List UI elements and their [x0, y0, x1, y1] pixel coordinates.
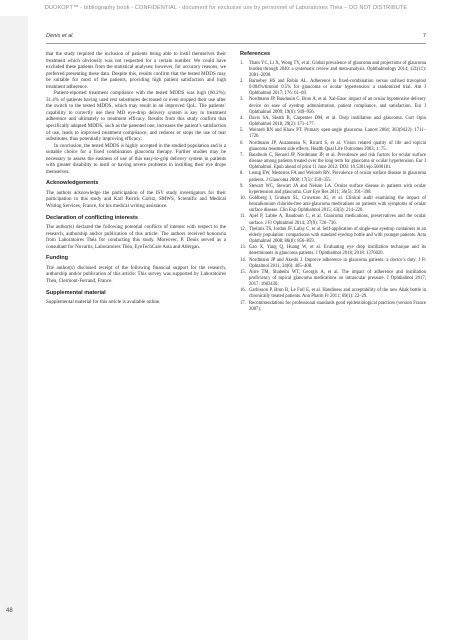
reference-number: 16. [240, 288, 246, 294]
acknowledgements-text: The authors acknowledge the participation of the ISY study investigators for their participation in this study and Karl Patrick Goritz, SMWS, Scientific and Medical Writing Services, France, for his medical writing assistance. [46, 189, 226, 210]
book-page-number: 48 [6, 608, 13, 614]
reference-item [240, 97, 426, 115]
page-margin-strip [0, 16, 28, 640]
references-heading: References [240, 51, 271, 57]
reference-number: 4. [240, 115, 244, 121]
reference-list [240, 61, 426, 313]
reference-item [240, 301, 426, 313]
reference-item [240, 128, 426, 140]
reference-item [240, 79, 426, 97]
reference-item [240, 196, 426, 214]
reference-number: 7. [240, 152, 244, 158]
running-head [46, 33, 426, 39]
reference-text: Goldberg I, Graham SL, Crowston JG, et al. Clinical audit examining the impact of benzalkonium chloride-free anti-glaucoma medications on patients with symptoms of ocular surface disease. Clin Exp Ophthalmol 2015; 43(3): 214–220. [249, 195, 426, 214]
reference-number: 12. [240, 226, 246, 232]
reference-item [240, 227, 426, 245]
header-rule [46, 43, 426, 44]
reference-number: 8. [240, 171, 244, 177]
running-head-page-number: 7 [422, 33, 426, 39]
reference-item [240, 61, 426, 79]
reference-number: 9. [240, 183, 244, 189]
reference-text: Barnebey HS and Robin AL. Adherence to fixed-combination versus unfixed travoprost 0.004%/timolol 0.5% for glaucoma or ocular hypertension: a randomized trial. Am J Ophthalmol 2017; 176: 61–69. [249, 79, 426, 97]
reference-text: Tham YC, Li X, Wong TY, et al. Global prevalence of glaucoma and projections of glaucoma burden through 2040: a systematic review and meta-analysis. Ophthalmology 2014; 121(11): 2081–2090. [249, 60, 426, 78]
reference-item [240, 245, 426, 257]
reference-text: Apel P, Labbe A, Baudouin C, et al. Glaucoma medications, preservatives and the ocular surface. J Fr Ophtalmol 2014; 37(9): 726–736. [249, 214, 426, 226]
reference-number: 3. [240, 97, 244, 103]
reference-text: Weinreb RN and Khaw PT. Primary open-angle glaucoma. Lancet 2004; 363(9422): 1711–1720. [249, 128, 426, 140]
funding-text: The author(s) disclosed receipt of the following financial support for the research, authorship and/or publication of this article: This survey was supported by Laboratoires Théa, Clermont-Ferrand, France. [46, 264, 226, 284]
reference-number: 1. [240, 60, 244, 66]
running-head-author: Denis et al. [46, 33, 74, 39]
reference-text: Nordmann JP, Baudouin C, Bron A, et al. Xal-Ease: impact of an ocular hypotensive delivery device on ease of eyedrop administration, patient compliance, and satisfaction. Eur J Ophthalmol 2009; 19(6): 949–956. [249, 97, 426, 115]
reference-text: Nordmann JP, Auzanneau N, Ricard S, et al. Vision related quality of life and topical glaucoma treatment side effects. Health Qual Life Outcomes 2003; 1: 75. [249, 140, 426, 152]
reference-number: 5. [240, 128, 244, 134]
reference-number: 14. [240, 257, 246, 263]
confidentiality-banner: DUOKOPT™ - bibliography book - CONFIDENTIAL - document for exclusive use by personnel of Laboratoires Théa – DO NOT DISTRIBUTE [44, 5, 408, 11]
reference-text: Gao X, Yang Q, Huang W, et al. Evaluating eye drop instillation technique and its determinants in glaucoma patients. J Ophthalmol 2018; 2018: 1376020. [249, 245, 426, 257]
reference-text: Aitre TM, Shabeibi WT, Georgis A, et al. The impact of adherence and instillation proficiency of topical glaucoma medications on intraocular pressure. J Ophthalmol 2017; 2017: 1683430. [249, 269, 426, 288]
reference-item [240, 141, 426, 153]
reference-item [240, 116, 426, 128]
reference-text: Davis SA, Sleath B, Carpenter DM, et al. Drop instillation and glaucoma. Curr Opin Ophthalmol 2018; 29(2): 171–177. [249, 115, 426, 128]
reference-number: 17. [240, 300, 246, 306]
reference-number: 6. [240, 140, 244, 146]
funding-heading: Funding [46, 255, 69, 262]
reference-text: Recommendations for professional standards good epidemiological practices (version France 2007). [249, 300, 426, 312]
discussion-paragraph: Patient-reported treatment compliance with the tested MDDS was high (60.2%); 31.4% of patients having used test substitutes decreased or even stopped their use after the switch to the tested MDDS, which may result in an improved QoL. The patients’ capability to correctly use their MD eye-drop delivery system is key to treatment adherence and ultimately to treatment efficacy. Results from this study confirm that specifically adapted MDDS, such as the patented one, increases the patient’s satisfaction of use, leads to improved treatment compliance, and reduces or stops the use of tear substitutes, thus potentially improving efficacy. [46, 90, 226, 143]
conflict-of-interest-heading: Declaration of conflicting interests [46, 214, 139, 221]
supplemental-material-heading: Supplemental material [46, 289, 106, 296]
reference-item [240, 214, 426, 226]
supplemental-material-text: Supplemental material for this article is available online. [46, 299, 161, 306]
reference-text: Baudouin C, Renard JP, Nordmann JP, et al. Prevalence and risk factors for ocular surface disease among patients treated over the long term for glaucoma or ocular hypertension. Eur J Ophthalmol. Epub ahead of print 11 June 2012. DOI: 10.5301/ejo.5000181. [249, 152, 426, 171]
conflict-of-interest-text: The author(s) declared the following potential conflicts of interest with respect to the research, authorship and/or publication of this article: The authors received honoraria from Laboratoires Théa for conducting this study. Moreover, P. Denis served as a consultant for Novartis, Laboratoires Théa, EyeTechCare Asta and Allergan. [46, 224, 226, 250]
acknowledgements-heading: Acknowledgements [46, 180, 99, 187]
reference-item [240, 184, 426, 196]
reference-number: 10. [240, 195, 246, 201]
reference-item [240, 258, 426, 270]
reference-text: Leung EW, Medeiros FA and Weinreb RN. Prevalence of ocular surface disease in glaucoma patients. J Glaucoma 2008; 17(5): 350–355. [249, 171, 426, 183]
reference-number: 11. [240, 214, 246, 220]
reference-item [240, 153, 426, 171]
reference-text: Stewart WC, Stewart JA and Nelson LA. Ocular surface disease in patients with ocular hypertension and glaucoma. Curr Eye Res 2011; 36(5): 391–398. [249, 183, 426, 195]
left-column [46, 51, 226, 306]
reference-item [240, 270, 426, 288]
reference-text: Thelaris TS, Jordan JF, Lafay C, et al. Self-application of single-use eyedrop containers in an elderly population: comparisons with standard eyedrop bottle and with younger patients. Acta Ophthalmol 2008; 86(8): 856–859. [249, 226, 426, 245]
right-column [240, 51, 426, 313]
reference-item [240, 171, 426, 183]
reference-text: Nordmann JP and Akesbi J. Improve adherence in glaucoma patients: a doctor’s duty. J Fr Ophtalmol 2011; 34(6): 405–408. [249, 257, 426, 269]
reference-item [240, 288, 426, 300]
discussion-paragraph: that the study required the inclusion of patients being able to instil themselves their treatment which obviously was not respected for a certain number. We could have excluded these patients from the statistical analyses; however, for accuracy reasons, we preferred presenting these data. Despite this, results confirm that the tested MDDS may be suitable for most of the patients, providing high patient satisfaction and high treatment adherence. [46, 51, 226, 90]
reference-number: 2. [240, 79, 244, 85]
conclusion-paragraph: In conclusion, the tested MDDS is highly accepted in the studied population and is a suitable choice for a fixed combination glaucoma therapy. Further studies may be necessary to assess the easiness of use of this easy-to-grip delivery system in patients with greater disability to instil or having severe problems in instilling their eye drops themselves. [46, 142, 226, 175]
reference-number: 15. [240, 269, 246, 275]
reference-number: 13. [240, 245, 246, 251]
reference-text: Garbisson P, Brun B, Le Foll E, et al. Handiness and acceptability of the new Abak bottle in chronically treated patients. Ann Pharm Fr 2011; 69(1): 22–29. [249, 288, 426, 300]
